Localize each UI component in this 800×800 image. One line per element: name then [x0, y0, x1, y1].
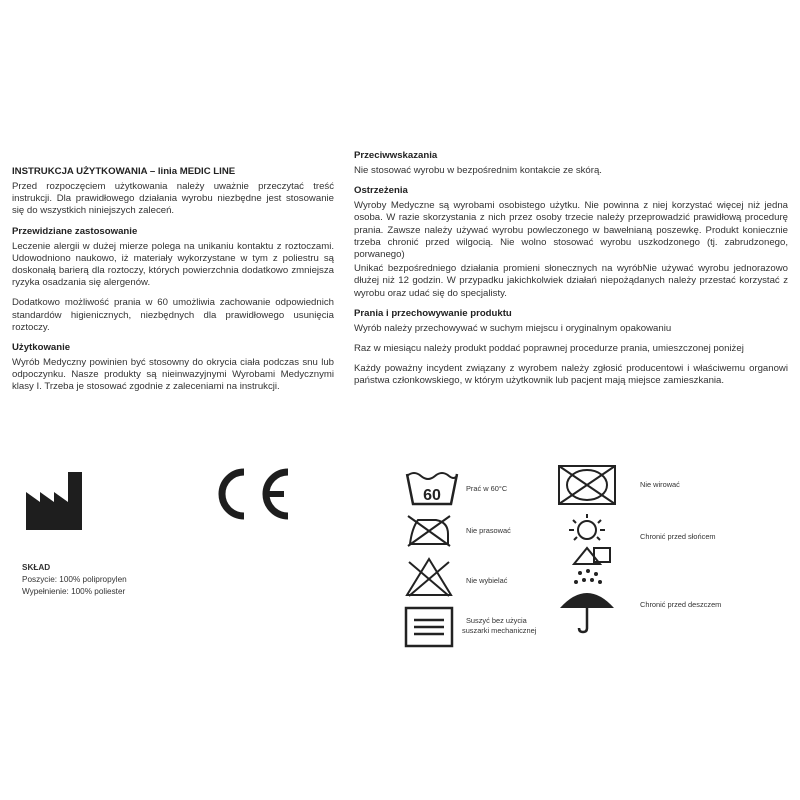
- section-heading: Ostrzeżenia: [354, 185, 408, 197]
- section-paragraph: Unikać bezpośredniego działania promieni słonecznych na wyróbNie używać wyrobu jednorazowo dłużej niż 12 godzin. W przypadku jakichkolwiek działań niepożądanych należy przestać korzystać z wyrobu oraz udać się do specjalisty.: [354, 263, 788, 299]
- no-iron-icon: [404, 514, 454, 548]
- intro-paragraph: Przed rozpoczęciem użytkowania należy uważnie przeczytać treść instrukcji. Dla prawidłowego działania wyrobu niezbędne jest stosowanie się do wszystkich niniejszych zaleceń.: [12, 181, 334, 217]
- composition-title: SKŁAD: [22, 563, 51, 572]
- dry-flat-icon: [404, 606, 454, 648]
- composition-filling: Wypełnienie: 100% poliester: [22, 587, 126, 596]
- section-warnings: [354, 185, 788, 300]
- section-paragraph: Raz w miesiącu należy produkt poddać poprawnej procedurze prania, umieszczonej poniżej: [354, 343, 744, 355]
- section-paragraph: Dodatkowo możliwość prania w 60 umożliwia zachowanie odpowiednich standardów higienicznych, niezbędnych dla prawidłowego usunięcia roztoczy.: [12, 297, 334, 333]
- section-heading: Przeciwwskazania: [354, 150, 438, 161]
- instruction-left-column: [12, 166, 334, 402]
- section-usage: [12, 342, 334, 394]
- section-paragraph: Każdy poważny incydent związany z wyrobem należy zgłosić producentowi i właściwemu organowi państwa członkowskiego, w którym użytkownik lub pacjent mają miejsce zamieszkania.: [354, 363, 788, 387]
- wash-60-icon: [404, 468, 460, 508]
- rain-protect-label: Chronić przed deszczem: [640, 600, 722, 609]
- section-paragraph: Leczenie alergii w dużej mierze polega na unikaniu kontaktu z roztoczami. Udowodniono naukowo, iż materiały wykorzystane w tym z poliestru są doskonałą barierą dla roztoczy, których powierzchnia dodatkowo zmniejsza ryzyka osadzania się alergenów.: [12, 240, 334, 289]
- section-paragraph: Wyroby Medyczne są wyrobami osobistego użytku. Nie powinna z niej korzystać więcej niż jedna osoba. W razie skorzystania z nich przez osoby trzecie należy przeprowadzić prawidłową procedurę prania. Zawsze należy używać wyrobu powleczonego w bawełnianą poszewkę. Produkt koniecznie trzeba chronić przed wilgocią. Nie wolno stosować wyrobu uszkodzonego (tj. zabrudzonego, porwanego): [354, 200, 788, 261]
- section-heading: Prania i przechowywanie produktu: [354, 307, 512, 319]
- wash-temp-value: 60: [423, 487, 441, 504]
- no-bleach-label: Nie wybielać: [466, 576, 508, 585]
- section-heading: Użytkowanie: [12, 342, 71, 354]
- no-iron-label: Nie prasować: [466, 526, 511, 535]
- section-intended-use: [12, 226, 334, 334]
- section-paragraph: Nie stosować wyrobu w bezpośrednim kontakcie ze skórą.: [354, 165, 602, 176]
- composition-cover: Poszycie: 100% polipropylen: [22, 575, 127, 584]
- section-paragraph: Wyrób należy przechowywać w suchym miejscu i oryginalnym opakowaniu: [354, 322, 672, 334]
- section-paragraph: Wyrób Medyczny powinien być stosowny do okrycia ciała podczas snu lub odpoczynku. Nasze produkty są nieinwazyjnymi Wyrobami Medycznymi klasy I. Trzeba je stosować zgodnie z zaleceniami na instrukcji.: [12, 357, 334, 393]
- no-spin-icon: [556, 462, 618, 508]
- sun-protect-label: Chronić przed słońcem: [640, 532, 716, 541]
- ce-mark-icon: [210, 466, 294, 527]
- no-bleach-icon: [404, 556, 454, 598]
- composition-block: [22, 562, 127, 598]
- wash-label: Prać w 60°C: [466, 484, 508, 493]
- section-washing-storage: [354, 308, 788, 388]
- dry-label-line1: Suszyć bez użycia: [466, 616, 527, 625]
- no-spin-label: Nie wirować: [640, 480, 680, 489]
- rain-protect-icon: [556, 568, 618, 634]
- section-heading: Przewidziane zastosowanie: [12, 225, 138, 237]
- manufacturer-icon: [24, 470, 84, 532]
- section-contraindications: [354, 150, 788, 177]
- dry-label-line2: suszarki mechanicznej: [462, 626, 537, 635]
- sun-protect-icon: [554, 512, 620, 566]
- instruction-title: INSTRUKCJA UŻYTKOWANIA – linia MEDIC LINE: [12, 166, 236, 177]
- instruction-right-column: [354, 150, 788, 396]
